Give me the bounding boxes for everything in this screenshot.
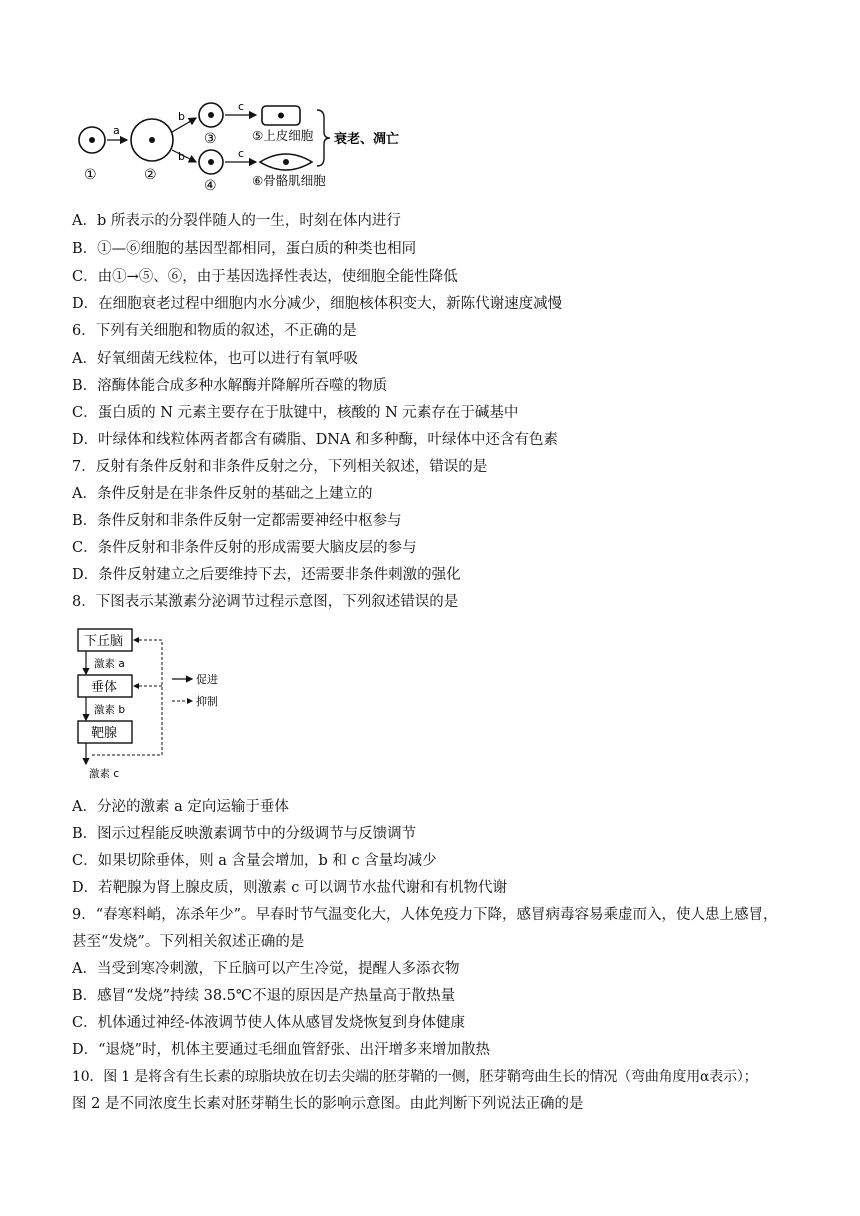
cell-4-number: ④ — [204, 178, 217, 192]
svg-text:下丘脑: 下丘脑 — [84, 634, 124, 649]
q8-option-a: A．分泌的激素 a 定向运输于垂体 — [72, 799, 289, 815]
q7-option-b: B．条件反射和非条件反射一定都需要神经中枢参与 — [72, 513, 402, 529]
cell-1-number: ① — [84, 167, 97, 183]
legend-promote: 促进 — [196, 673, 218, 686]
svg-text:激素 c: 激素 c — [89, 768, 120, 780]
q7-option-a: A．条件反射是在非条件反射的基础之上建立的 — [72, 486, 373, 502]
q7-stem: 7．反射有条件反射和非条件反射之分，下列相关叙述，错误的是 — [72, 459, 488, 475]
q9-option-a: A．当受到寒冷刺激，下丘脑可以产生冷觉，提醒人多添衣物 — [72, 961, 460, 977]
cell-2-number: ② — [144, 167, 157, 183]
q8-option-d: D．若靶腺为肾上腺皮质，则激素 c 可以调节水盐代谢和有机物代谢 — [72, 880, 507, 896]
q5-option-c: C．由①→⑤、⑥，由于基因选择性表达，使细胞全能性降低 — [72, 269, 458, 285]
brace — [317, 110, 330, 166]
svg-text:激素 a: 激素 a — [94, 658, 125, 670]
epithelial-cell-label: ⑤上皮细胞 — [252, 128, 314, 143]
q9-option-b: B．感冒“发烧”持续 38.5℃不退的原因是产热量高于散热量 — [72, 988, 456, 1004]
q9-stem-line2: 甚至“发烧”。下列相关叙述正确的是 — [72, 934, 305, 950]
cell-differentiation-diagram — [72, 96, 412, 192]
hormone-regulation-diagram — [72, 624, 272, 782]
q9-option-d: D．“退烧”时，机体主要通过毛细血管舒张、出汗增多来增加散热 — [72, 1042, 490, 1058]
q8-option-c: C．如果切除垂体，则 a 含量会增加，b 和 c 含量均减少 — [72, 853, 437, 869]
svg-text:b: b — [178, 150, 185, 163]
q8-option-b: B．图示过程能反映激素调节中的分级调节与反馈调节 — [72, 826, 417, 842]
q9-option-c: C．机体通过神经-体液调节使人体从感冒发烧恢复到身体健康 — [72, 1015, 465, 1031]
q6-option-c: C．蛋白质的 N 元素主要存在于肽键中，核酸的 N 元素存在于碱基中 — [72, 405, 519, 421]
q5-option-b: B．①—⑥细胞的基因型都相同，蛋白质的种类也相同 — [72, 241, 417, 257]
brace-label: 衰老、凋亡 — [334, 132, 400, 147]
q7-option-d: D．条件反射建立之后要维持下去，还需要非条件刺激的强化 — [72, 567, 461, 583]
cell-3-number: ③ — [204, 131, 217, 147]
q6-stem: 6．下列有关细胞和物质的叙述，不正确的是 — [72, 323, 357, 339]
legend-inhibit: 抑制 — [196, 695, 218, 708]
q7-option-c: C．条件反射和非条件反射的形成需要大脑皮层的参与 — [72, 540, 417, 556]
svg-text:c: c — [238, 147, 245, 160]
svg-text:垂体: 垂体 — [91, 680, 118, 695]
skeletal-muscle-cell-label: ⑥骨骼肌细胞 — [252, 173, 326, 188]
q6-option-b: B．溶酶体能合成多种水解酶并降解所吞噬的物质 — [72, 378, 388, 394]
q5-option-a: A．b 所表示的分裂伴随人的一生，时刻在体内进行 — [72, 213, 401, 229]
svg-text:激素 b: 激素 b — [94, 704, 126, 716]
q5-option-d: D．在细胞衰老过程中细胞内水分减少，细胞核体积变大，新陈代谢速度减慢 — [72, 296, 563, 312]
svg-text:靶腺: 靶腺 — [91, 726, 118, 741]
svg-text:a: a — [113, 124, 120, 137]
q10-stem-line1: 10．图 1 是将含有生长素的琼脂块放在切去尖端的胚芽鞘的一侧，胚芽鞘弯曲生长的情况（弯曲角度用α表示）； — [72, 1069, 758, 1085]
q8-stem: 8．下图表示某激素分泌调节过程示意图，下列叙述错误的是 — [72, 594, 459, 610]
q6-option-d: D．叶绿体和线粒体两者都含有磷脂、DNA 和多种酶，叶绿体中还含有色素 — [72, 432, 559, 448]
q9-stem-line1: 9．“春寒料峭，冻杀年少”。早春时节气温变化大，人体免疫力下降，感冒病毒容易乘虚而入，使人患上感冒， — [72, 907, 778, 923]
svg-text:c: c — [238, 100, 245, 113]
svg-text:b: b — [178, 110, 185, 123]
q6-option-a: A．好氧细菌无线粒体，也可以进行有氧呼吸 — [72, 351, 358, 367]
q10-stem-line2: 图 2 是不同浓度生长素对胚芽鞘生长的影响示意图。由此判断下列说法正确的是 — [72, 1096, 584, 1112]
